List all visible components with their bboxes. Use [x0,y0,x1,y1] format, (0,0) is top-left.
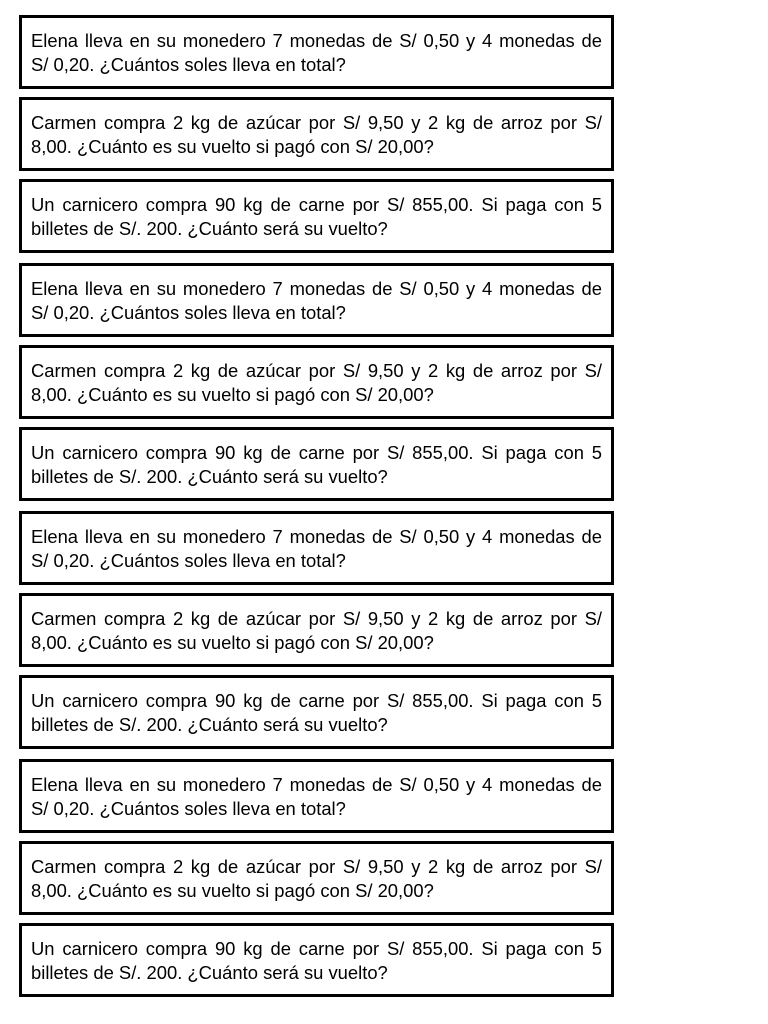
problem-card-elena: Elena lleva en su monedero 7 monedas de S/ 0,50 y 4 monedas de S/ 0,20. ¿Cuántos soles lleva en total? [19,263,614,337]
worksheet [19,15,614,1007]
problem-card-carnicero: Un carnicero compra 90 kg de carne por S/ 855,00. Si paga con 5 billetes de S/. 200. ¿Cuánto será su vuelto? [19,427,614,501]
problem-card-carmen: Carmen compra 2 kg de azúcar por S/ 9,50 y 2 kg de arroz por S/ 8,00. ¿Cuánto es su vuelto si pagó con S/ 20,00? [19,97,614,171]
problem-card-carnicero: Un carnicero compra 90 kg de carne por S/ 855,00. Si paga con 5 billetes de S/. 200. ¿Cuánto será su vuelto? [19,179,614,253]
problem-card-carmen: Carmen compra 2 kg de azúcar por S/ 9,50 y 2 kg de arroz por S/ 8,00. ¿Cuánto es su vuelto si pagó con S/ 20,00? [19,345,614,419]
problem-card-carnicero: Un carnicero compra 90 kg de carne por S/ 855,00. Si paga con 5 billetes de S/. 200. ¿Cuánto será su vuelto? [19,675,614,749]
problem-group [19,759,614,997]
problem-group [19,15,614,253]
problem-card-carnicero: Un carnicero compra 90 kg de carne por S/ 855,00. Si paga con 5 billetes de S/. 200. ¿Cuánto será su vuelto? [19,923,614,997]
problem-group [19,263,614,501]
problem-card-elena: Elena lleva en su monedero 7 monedas de S/ 0,50 y 4 monedas de S/ 0,20. ¿Cuántos soles lleva en total? [19,511,614,585]
problem-card-elena: Elena lleva en su monedero 7 monedas de S/ 0,50 y 4 monedas de S/ 0,20. ¿Cuántos soles lleva en total? [19,759,614,833]
problem-group [19,511,614,749]
problem-card-elena: Elena lleva en su monedero 7 monedas de S/ 0,50 y 4 monedas de S/ 0,20. ¿Cuántos soles lleva en total? [19,15,614,89]
problem-card-carmen: Carmen compra 2 kg de azúcar por S/ 9,50 y 2 kg de arroz por S/ 8,00. ¿Cuánto es su vuelto si pagó con S/ 20,00? [19,593,614,667]
problem-card-carmen: Carmen compra 2 kg de azúcar por S/ 9,50 y 2 kg de arroz por S/ 8,00. ¿Cuánto es su vuelto si pagó con S/ 20,00? [19,841,614,915]
